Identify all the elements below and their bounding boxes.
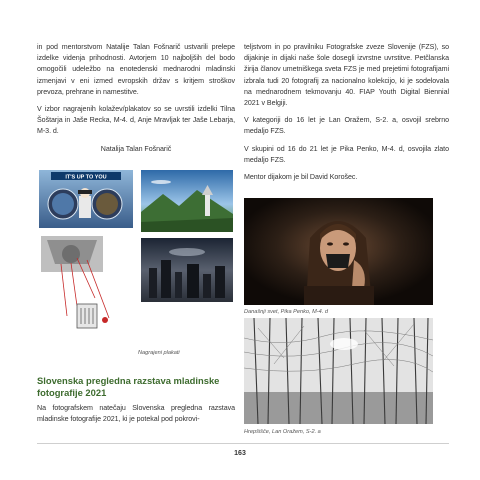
photo-1-caption-text: Današnji svet, Pika Penko, M-4. d [244,309,328,315]
collage-graphic [37,168,235,343]
photo-portrait [244,198,433,305]
author-signature: Natalija Talan Fošnarič [100,144,172,153]
portrait-graphic [244,198,433,305]
photo-2-caption-text: Hrepšišče, Lan Oražem, S-2. a [244,429,321,435]
photo-forest [244,318,433,424]
collage-caption-text: Nagrajeni plakati [138,350,180,356]
section-heading: Slovenska pregledna razstava mladinske fotografije 2021 [37,375,220,398]
right-paragraph-2: V kategoriji do 16 let je Lan Oražem, S-2. a, osvojil srebrno medaljo FZS. [244,116,449,136]
right-column [244,42,449,183]
left-paragraph-3-block [37,403,235,425]
photo-1-caption [244,309,328,315]
poster-1-title: IT'S UP TO YOU [65,174,107,181]
left-paragraph-3: Na fotografskem natečaju Slovenska pregledna razstava mladinske fotografije 2021, ki je potekal pod pokrovi- [37,404,235,424]
collage-caption [138,350,180,356]
poster-collage [37,168,235,343]
left-paragraph-1: in pod mentorstvom Natalije Talan Fošnarič ustvarili prelepe izdelke videnja prihodnosti. Avtorjem 10 najboljših del bodo omogočili udeležbo na enotedenski mednarodni mladinski izmenjavi v eni izmed evropskih držav s kritjem stroškov prevoza, prehrane in namestitve. [37,43,235,96]
right-paragraph-3: V skupini od 16 do 21 let je Pika Penko, M-4. d, osvojila zlato medaljo FZS. [244,144,449,164]
right-paragraph-4: Mentor dijakom je bil David Korošec. [244,173,358,182]
left-paragraph-2: V izbor nagrajenih kolažev/plakatov so se uvrstili izdelki Tilna Šoštarja in Jaše Recka, M-4. d, Anje Mravljak ter Jaše Lebarja, M-3. d. [37,105,235,136]
forest-graphic [244,318,433,424]
right-paragraph-1: teljstvom in po pravilniku Fotografske zveze Slovenije (FZS), so dijakinje in dijaki naše šole dosegli izvrstne uvrstitve. Petčlanska žirija članov umetniškega sveta FZS je med prejetimi fotografijami izbrala tudi 20 fotografij za nacionalno kolekcijo, ki je sodelovala na mednarodnem tekmovanju 40. FIAP Youth Digital Biennial 2021 v Belgiji. [244,43,449,108]
footer-rule [37,443,449,444]
photo-2-caption [244,429,321,435]
page-number: 163 [234,450,246,457]
left-column [37,42,235,155]
section-heading-block [37,375,235,398]
